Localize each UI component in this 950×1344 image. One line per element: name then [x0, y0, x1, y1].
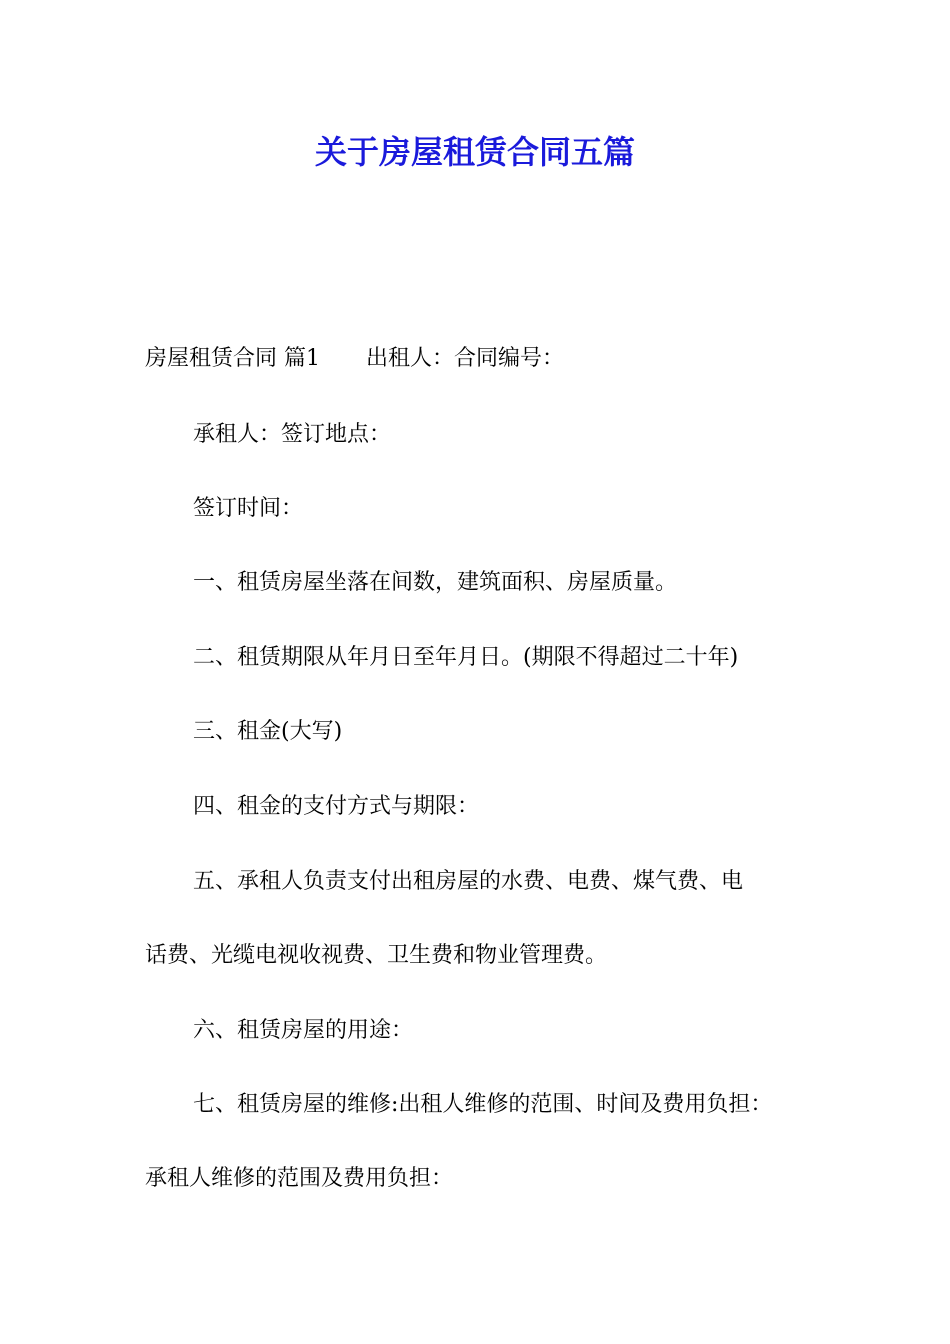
- clause-7-line-1: 七、租赁房屋的维修:出租人维修的范围、时间及费用负担：: [193, 1092, 773, 1117]
- clause-7-line-2: 承租人维修的范围及费用负担：: [145, 1166, 454, 1191]
- clause-2: 二、租赁期限从年月日至年月日。(期限不得超过二十年): [193, 645, 739, 670]
- lessee-line: 承租人：签订地点：: [193, 422, 392, 447]
- lessor-label: 出租人：合同编号：: [366, 346, 565, 371]
- clause-4: 四、租金的支付方式与期限：: [193, 794, 480, 819]
- clause-1: 一、租赁房屋坐落在间数，建筑面积、房屋质量。: [193, 570, 678, 595]
- contract-header-line: [145, 344, 825, 374]
- contract-section-label: 房屋租赁合同 篇1: [145, 346, 320, 371]
- signing-time-line: 签订时间：: [193, 496, 304, 521]
- clause-5-line-1: 五、承租人负责支付出租房屋的水费、电费、煤气费、电: [193, 869, 744, 894]
- clause-5-line-2: 话费、光缆电视收视费、卫生费和物业管理费。: [145, 943, 608, 968]
- clause-6: 六、租赁房屋的用途：: [193, 1018, 414, 1043]
- clause-3: 三、租金(大写): [193, 719, 343, 744]
- document-title: 关于房屋租赁合同五篇: [314, 133, 635, 171]
